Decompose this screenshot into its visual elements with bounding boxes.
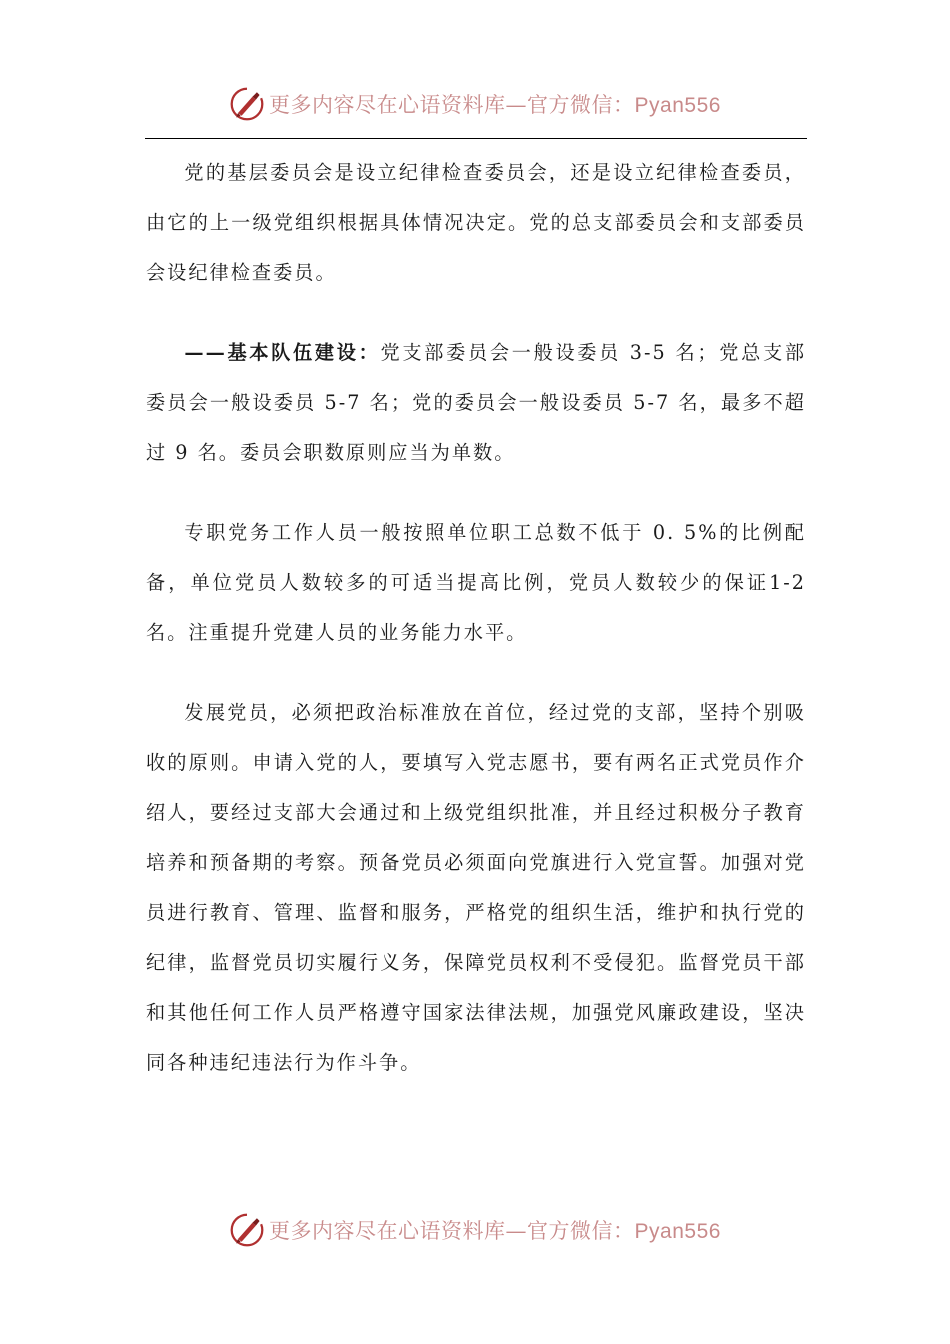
footer-banner (0, 1208, 950, 1252)
pen-logo-icon (229, 86, 265, 122)
paragraph-basic-team (146, 328, 806, 478)
footer-banner-text (269, 1215, 721, 1245)
paragraph-1-text: 党的基层委员会是设立纪律检查委员会，还是设立纪律检查委员，由它的上一级党组织根据具体情况决定。党的总支部委员会和支部委员会设纪律检查委员。 (146, 161, 806, 284)
paragraph-2-text: 党支部委员会一般设委员 3-5 名；党总支部委员会一般设委员 5-7 名；党的委员会一般设委员 5-7 名，最多不超过 9 名。委员会职数原则应当为单数。 (146, 341, 807, 464)
header-banner-text (269, 89, 721, 119)
paragraph-3-text: 专职党务工作人员一般按照单位职工总数不低于 0. 5%的比例配备，单位党员人数较多的可适当提高比例，党员人数较少的保证1-2 名。注重提升党建人员的业务能力水平。 (146, 521, 806, 644)
header-banner-cn: 更多内容尽在心语资料库—官方微信： (269, 93, 635, 117)
pen-logo-icon (229, 1212, 265, 1248)
header-banner (0, 82, 950, 126)
paragraph-2-heading: ——基本队伍建设： (184, 341, 381, 364)
paragraph-4-text: 发展党员，必须把政治标准放在首位，经过党的支部，坚持个别吸收的原则。申请入党的人，要填写入党志愿书，要有两名正式党员作介绍人，要经过支部大会通过和上级党组织批准，并且经过积极分子教育培养和预备期的考察。预备党员必须面向党旗进行入党宣誓。加强对党员进行教育、管理、监督和服务，严格党的组织生活，维护和执行党的纪律，监督党员切实履行义务，保障党员权利不受侵犯。监督党员干部和其他任何工作人员严格遵守国家法律法规，加强党风廉政建设，坚决同各种违纪违法行为作斗争。 (146, 701, 806, 1074)
header-banner-wechat-id: Pyan556 (634, 94, 721, 117)
paragraph-member-development (146, 688, 806, 1088)
footer-banner-cn: 更多内容尽在心语资料库—官方微信： (269, 1219, 635, 1243)
document-body (146, 148, 806, 1118)
header-rule (145, 138, 807, 139)
paragraph-staffing (146, 508, 806, 658)
footer-banner-wechat-id: Pyan556 (634, 1220, 721, 1243)
paragraph-discipline-committee (146, 148, 806, 298)
